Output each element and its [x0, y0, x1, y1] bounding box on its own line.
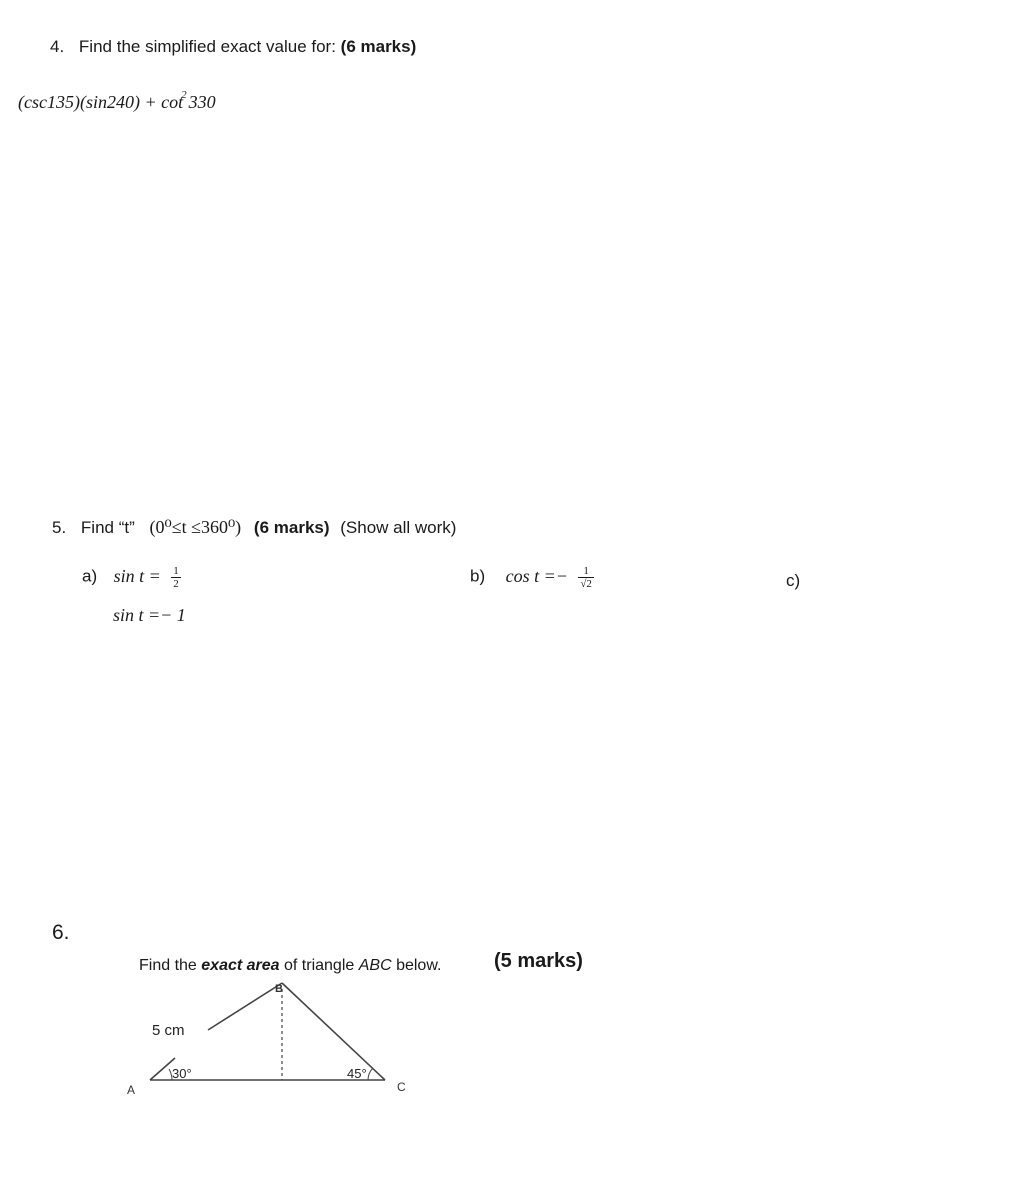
- question-5-header: [52, 517, 456, 538]
- question-4-marks: (6 marks): [340, 37, 417, 56]
- question-5-number: 5.: [52, 518, 67, 537]
- prompt-text: of triangle: [279, 957, 359, 974]
- question-5-prompt: Find “t”: [80, 518, 135, 537]
- part-a-label: a): [82, 566, 98, 586]
- prompt-text: below.: [391, 957, 442, 974]
- part-a: [82, 565, 181, 590]
- vertex-a-label: A: [127, 1083, 136, 1097]
- part-b-label: b): [470, 566, 486, 586]
- question-6-number: 6.: [52, 921, 70, 944]
- question-4-expression: [18, 89, 216, 113]
- expression-angle: 330: [188, 92, 216, 112]
- question-5-marks: (6 marks): [253, 518, 330, 537]
- part-a-second-equation: sin t =− 1: [113, 605, 186, 625]
- part-b: [470, 565, 594, 590]
- prompt-triangle-name: ABC: [358, 957, 392, 974]
- question-4-number: 4.: [50, 37, 65, 56]
- part-b-fraction: [578, 565, 594, 590]
- angle-a-value: 30°: [172, 1066, 192, 1081]
- side-ab-length: 5 cm: [152, 1022, 185, 1039]
- question-5-range: (0⁰≤t ≤360⁰): [149, 517, 242, 537]
- part-c-label: c): [786, 571, 801, 590]
- prompt-emphasis: exact area: [201, 957, 280, 974]
- question-4-prompt: Find the simplified exact value for:: [78, 37, 341, 56]
- fraction-numerator: 1: [583, 565, 589, 577]
- part-a-fraction: [171, 565, 181, 590]
- angle-c-arc: [368, 1068, 373, 1080]
- vertex-b-label: B: [275, 983, 283, 995]
- fraction-denominator: √2: [580, 578, 592, 590]
- vertex-c-label: C: [397, 1080, 406, 1094]
- expression-main: (csc135)(sin240) + cot: [18, 92, 184, 112]
- fraction-numerator: 1: [173, 565, 179, 577]
- question-4-header: [50, 37, 416, 57]
- question-6-prompt: [139, 957, 441, 975]
- question-6-marks: (5 marks): [494, 950, 583, 972]
- question-5-note: (Show all work): [340, 518, 457, 537]
- triangle-diagram: [120, 975, 420, 1105]
- part-b-lhs: cos t =−: [505, 565, 573, 586]
- side-bc: [282, 983, 385, 1080]
- fraction-denominator: 2: [173, 578, 179, 590]
- expression-exponent: 2: [181, 89, 187, 101]
- side-ab-upper: [208, 983, 282, 1030]
- angle-c-value: 45°: [347, 1066, 367, 1081]
- prompt-text: Find the: [139, 957, 202, 974]
- part-a-lhs: sin t =: [113, 565, 166, 586]
